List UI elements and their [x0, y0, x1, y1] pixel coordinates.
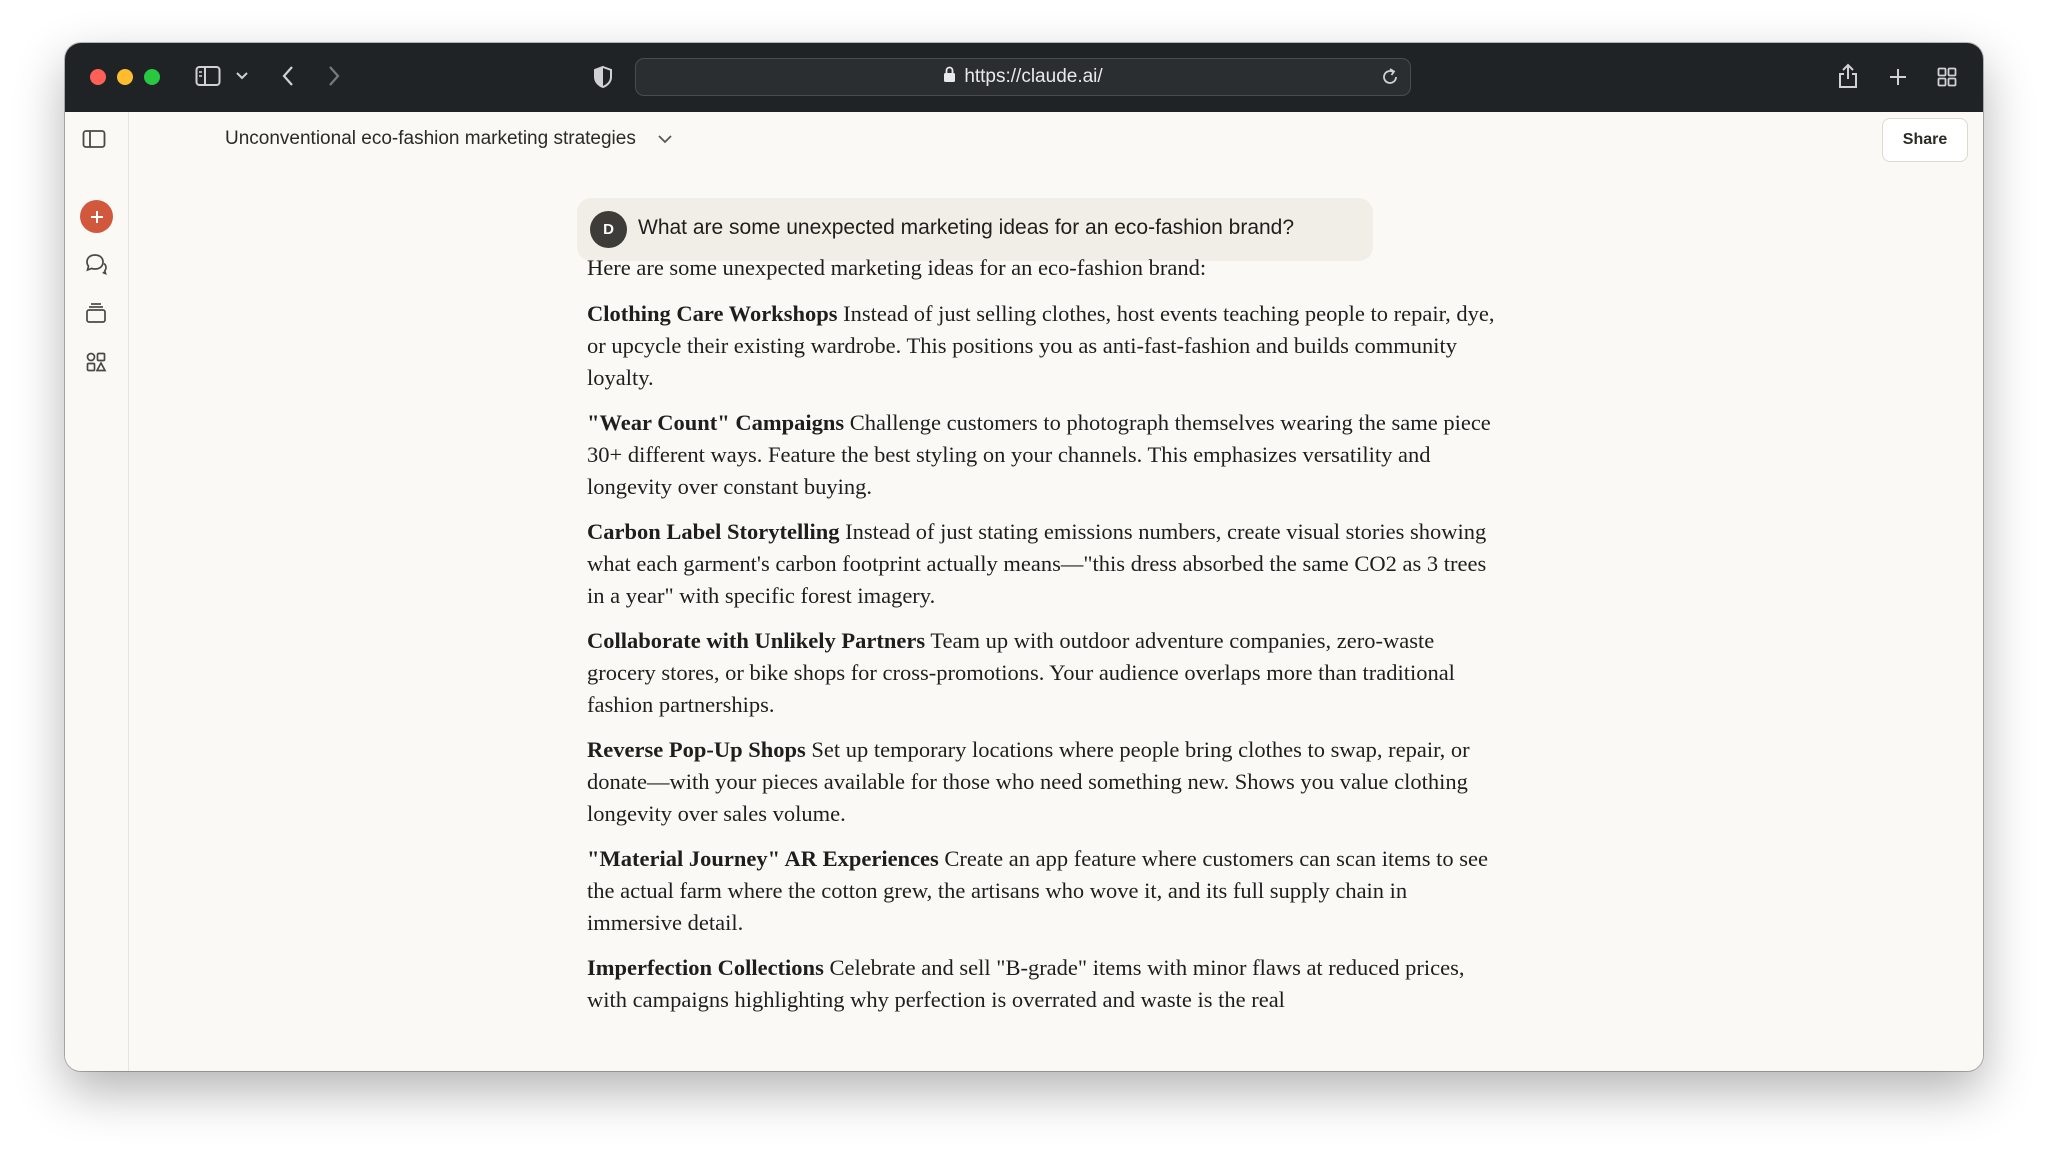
conversation-title[interactable]: [225, 128, 672, 150]
sidebar: [65, 112, 129, 1071]
list-item: [587, 516, 1507, 612]
list-item: [587, 734, 1507, 830]
close-window-button[interactable]: [90, 69, 106, 85]
response-intro: Here are some unexpected marketing ideas for an eco-fashion brand:: [587, 255, 1207, 280]
avatar: D: [590, 211, 627, 248]
projects-icon[interactable]: [85, 302, 107, 324]
idea-text: Create an app feature where customers can scan items to see the actual farm where the cotton grew, the artisans who wove it, and its full supply chain in immersive detail.: [587, 846, 1488, 935]
idea-title: Carbon Label Storytelling: [587, 519, 840, 544]
sidebar-toggle-icon[interactable]: [195, 65, 221, 87]
artifacts-icon[interactable]: [85, 351, 107, 373]
idea-text: Challenge customers to photograph themselves wearing the same piece 30+ different ways. Feature the best styling on your channels. This emphasizes versatility and longevity over constant buying.: [587, 410, 1491, 499]
idea-text: Team up with outdoor adventure companies, zero-waste grocery stores, or bike shops for cross-promotions. Your audience overlaps more than traditional fashion partnerships.: [587, 628, 1455, 717]
idea-text: Instead of just stating emissions numbers, create visual stories showing what each garment's carbon footprint actually means—"this dress absorbed the same CO2 as 3 trees in a year" with specific forest imagery.: [587, 519, 1487, 608]
idea-title: "Wear Count" Campaigns: [587, 410, 845, 435]
forward-icon[interactable]: [327, 64, 341, 88]
list-item: [587, 843, 1507, 939]
claude-app: [65, 112, 1983, 1071]
address-bar[interactable]: [635, 58, 1411, 96]
list-item: [587, 298, 1507, 394]
browser-toolbar: [65, 43, 1983, 112]
idea-title: Collaborate with Unlikely Partners: [587, 628, 926, 653]
zoom-window-button[interactable]: [144, 69, 160, 85]
chevron-down-icon[interactable]: [658, 128, 672, 150]
conversation-title-text: Unconventional eco-fashion marketing strategies: [225, 128, 636, 149]
url-text: https://claude.ai/: [964, 66, 1103, 87]
conversation-header: [129, 112, 1983, 170]
share-icon[interactable]: [1837, 62, 1859, 90]
list-item: [587, 625, 1507, 721]
sidebar-panel-icon[interactable]: [82, 129, 106, 149]
list-item: [587, 952, 1507, 1016]
tab-overview-icon[interactable]: [1937, 67, 1957, 87]
list-item: [587, 407, 1507, 503]
browser-window: [65, 43, 1983, 1071]
idea-title: Clothing Care Workshops: [587, 301, 838, 326]
chevron-down-icon[interactable]: [236, 72, 248, 80]
idea-title: Reverse Pop-Up Shops: [587, 737, 806, 762]
idea-title: Imperfection Collections: [587, 955, 824, 980]
chats-icon[interactable]: [84, 252, 108, 276]
lock-icon: [943, 66, 956, 89]
minimize-window-button[interactable]: [117, 69, 133, 85]
back-icon[interactable]: [281, 64, 295, 88]
idea-text: Celebrate and sell "B-grade" items with minor flaws at reduced prices, with campaigns highlighting why perfection is overrated and waste is the real: [587, 955, 1465, 1012]
assistant-response: [587, 252, 1507, 1032]
new-chat-icon: [89, 209, 105, 225]
idea-text: Instead of just selling clothes, host events teaching people to repair, dye, or upcycle their existing wardrobe. This positions you as anti-fast-fashion and builds community loyalty.: [587, 301, 1495, 390]
idea-text: Set up temporary locations where people bring clothes to swap, repair, or donate—with your pieces available for those who need something new. Shows you value clothing longevity over sales volume.: [587, 737, 1470, 826]
new-chat-button[interactable]: [80, 200, 113, 233]
new-tab-icon[interactable]: [1888, 67, 1908, 87]
idea-title: "Material Journey" AR Experiences: [587, 846, 939, 871]
share-button[interactable]: Share: [1882, 118, 1968, 162]
user-message-text: What are some unexpected marketing ideas for an eco-fashion brand?: [638, 216, 1295, 239]
shield-icon[interactable]: [593, 65, 613, 89]
reload-icon[interactable]: [1380, 67, 1400, 92]
